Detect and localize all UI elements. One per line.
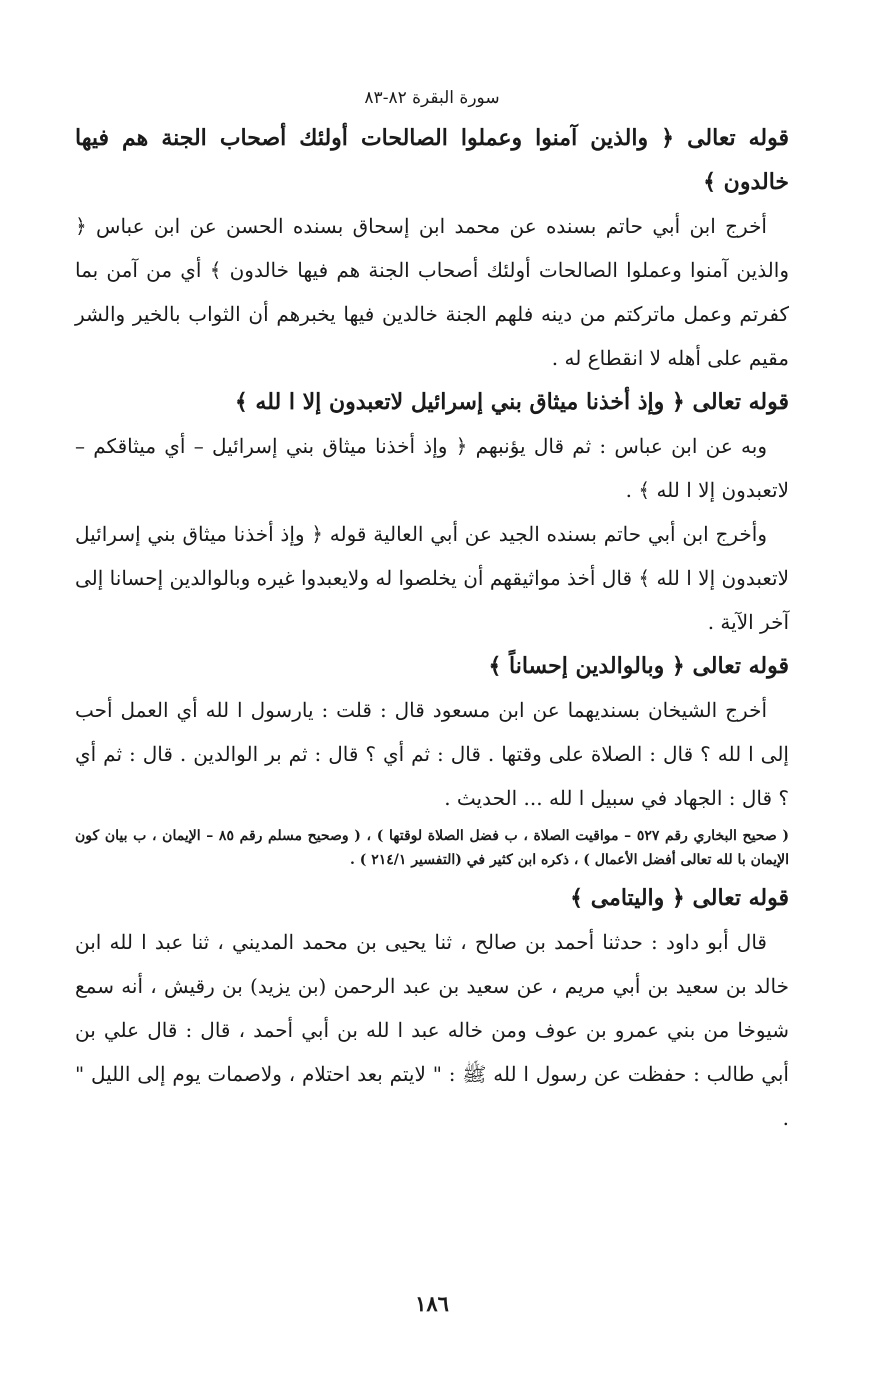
- citation-note: ( صحيح البخاري رقم ٥٢٧ – مواقيت الصلاة ، ب فضل الصلاة لوقتها ) ، ( وصحيح مسلم رقم ٨٥ – الإيمان ، ب بيان كون الإيمان با لله تعالى أفضل الأعمال ) ، ذكره ابن كثير في (التفسير ٢١٤/١ ) .: [75, 828, 789, 868]
- verse-heading: قوله تعالى ﴿ وإذ أخذنا ميثاق بني إسرائيل لاتعبدون إلا ا لله ﴾: [234, 389, 789, 415]
- commentary-paragraph: قال أبو داود : حدثنا أحمد بن صالح ، ثنا يحيى بن محمد المديني ، ثنا عبد ا لله ابن خالد بن سعيد بن أبي مريم ، عن سعيد بن عبد الرحمن (بن يزيد) بن رقيش ، أنه سمع شيوخا من بني عمرو بن عوف ومن خاله عبد ا لله بن أبي أحمد ، قال : قال علي بن أبي طالب : حفظت عن رسول ا لله ﷺ : " لايتم بعد احتلام ، ولاصمات يوم إلى الليل " .: [75, 930, 789, 1130]
- commentary-paragraph: وأخرج ابن أبي حاتم بسنده الجيد عن أبي العالية قوله ﴿ وإذ أخذنا ميثاق بني إسرائيل لاتعبدون إلا ا لله ﴾ قال أخذ مواثيقهم أن يخلصوا له ولايعبدوا غيره وبالوالدين إحسانا إلى آخر الآية .: [75, 522, 789, 634]
- page-number: ١٨٦: [415, 1291, 449, 1316]
- running-header: سورة البقرة ٨٢-٨٣: [364, 88, 500, 108]
- verse-heading: قوله تعالى ﴿ واليتامى ﴾: [570, 885, 789, 911]
- commentary-paragraph: أخرج ابن أبي حاتم بسنده عن محمد ابن إسحاق بسنده الحسن عن ابن عباس ﴿ والذين آمنوا وعملوا الصالحات أولئك أصحاب الجنة هم فيها خالدون ﴾ أي من آمن بما كفرتم وعمل ماتركتم من دينه فلهم الجنة خالدين فيها يخبرهم أن الثواب بالخير والشر مقيم على أهله لا انقطاع له .: [75, 214, 789, 370]
- book-page: [75, 0, 789, 1384]
- commentary-paragraph: وبه عن ابن عباس : ثم قال يؤنبهم ﴿ وإذ أخذنا ميثاق بني إسرائيل – أي ميثاقكم – لاتعبدون إلا ا لله ﴾ .: [75, 434, 789, 502]
- verse-heading: قوله تعالى ﴿ والذين آمنوا وعملوا الصالحات أولئك أصحاب الجنة هم فيها خالدون ﴾: [75, 125, 789, 195]
- commentary-paragraph: أخرج الشيخان بسنديهما عن ابن مسعود قال : قلت : يارسول ا لله أي العمل أحب إلى ا لله ؟ قال : الصلاة على وقتها . قال : ثم أي ؟ قال : ثم بر الوالدين . قال : ثم أي ؟ قال : الجهاد في سبيل ا لله ... الحديث .: [75, 698, 789, 810]
- verse-heading: قوله تعالى ﴿ وبالوالدين إحساناً ﴾: [488, 653, 789, 679]
- page-body: [75, 116, 789, 1140]
